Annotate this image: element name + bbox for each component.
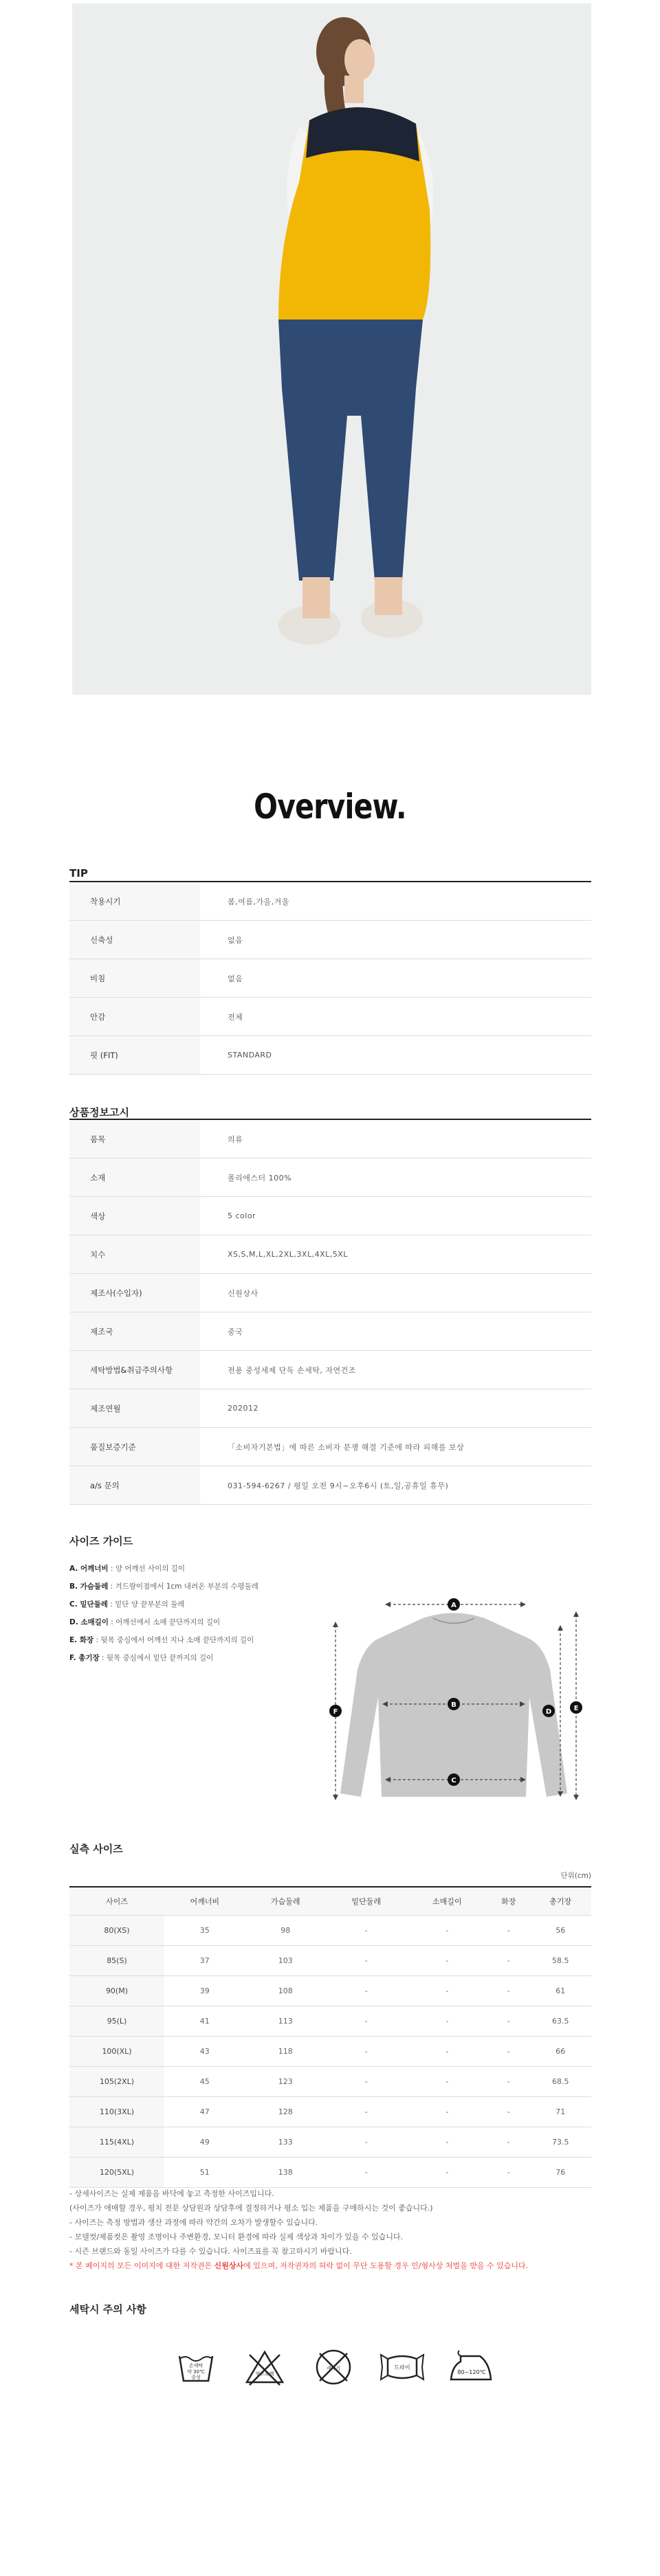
size-cell: 115(4XL) [69, 2127, 164, 2158]
size-cell: 120(5XL) [69, 2158, 164, 2188]
size-cell: 71 [530, 2097, 592, 2127]
tip-table [69, 882, 591, 1075]
size-cell: 51 [164, 2158, 245, 2188]
size-cell: 85(S) [69, 1946, 164, 1976]
info-key: 핏 (FIT) [69, 1036, 200, 1075]
size-guide-label: A. 어깨너비 [69, 1565, 109, 1573]
info-value: 031-594-6267 / 평일 오전 9시~오후6시 (토,일,공휴일 휴무) [200, 1466, 591, 1505]
size-cell: - [407, 2097, 488, 2127]
table-row [69, 1916, 591, 1946]
size-cell: 108 [245, 1976, 326, 2006]
info-row [69, 882, 591, 921]
washing-title: 세탁시 주의 사항 [69, 2303, 146, 2316]
size-guide-title: 사이즈 가이드 [69, 1535, 133, 1547]
iron-low-icon [447, 2343, 495, 2391]
info-row [69, 1158, 591, 1197]
size-cell: 95(L) [69, 2006, 164, 2037]
size-cell: 133 [245, 2127, 326, 2158]
size-guide-item [69, 1560, 358, 1578]
size-guide-item [69, 1649, 358, 1667]
size-cell: 68.5 [530, 2067, 592, 2097]
info-row [69, 1036, 591, 1075]
size-cell: - [326, 1976, 407, 2006]
info-row [69, 1312, 591, 1351]
size-cell: 110(3XL) [69, 2097, 164, 2127]
washing-icons [172, 2343, 495, 2391]
size-cell: - [407, 2006, 488, 2037]
info-value: 봄,여름,가을,겨울 [200, 882, 591, 921]
info-value: 5 color [200, 1197, 591, 1235]
table-row [69, 1976, 591, 2006]
size-cell: - [487, 2037, 529, 2067]
info-row [69, 1466, 591, 1505]
table-row [69, 2037, 591, 2067]
size-cell: 123 [245, 2067, 326, 2097]
info-row [69, 1428, 591, 1466]
size-cell: - [487, 2158, 529, 2188]
info-value: 전체 [200, 998, 591, 1036]
size-cell: - [326, 2158, 407, 2188]
table-row [69, 2127, 591, 2158]
diagram-marker-label: A [451, 1602, 456, 1609]
note-line: - 상세사이즈는 실제 제품을 바닥에 놓고 측정한 사이즈입니다. [69, 2189, 274, 2198]
info-key: 색상 [69, 1197, 200, 1235]
size-cell: - [487, 2006, 529, 2037]
size-guide-item [69, 1631, 358, 1649]
size-cell: - [326, 1916, 407, 1946]
size-cell: - [487, 1916, 529, 1946]
size-cell: - [487, 2097, 529, 2127]
size-cell: - [407, 2037, 488, 2067]
size-cell: - [487, 1976, 529, 2006]
info-key: 제조사(수입자) [69, 1274, 200, 1312]
size-table [69, 1886, 591, 2188]
size-cell: 80(XS) [69, 1916, 164, 1946]
warning-company: 신원상사 [214, 2261, 244, 2270]
size-guide-item [69, 1595, 358, 1613]
product-photo [72, 3, 591, 695]
copyright-warning [69, 2259, 606, 2273]
size-cell: - [407, 2158, 488, 2188]
no-tumble-dry-icon [309, 2343, 358, 2391]
size-cell: 118 [245, 2037, 326, 2067]
info-key: 품목 [69, 1120, 200, 1158]
size-cell: - [407, 1946, 488, 1976]
size-notes [69, 2186, 606, 2273]
info-key: 안감 [69, 998, 200, 1036]
size-cell: 138 [245, 2158, 326, 2188]
info-row [69, 1235, 591, 1274]
size-cell: - [326, 2037, 407, 2067]
warning-suffix: 에 있으며, 저작권자의 허락 없이 무단 도용할 경우 민/형사상 처벌을 받을 수 있습니다. [243, 2261, 529, 2270]
size-cell: - [487, 1946, 529, 1976]
info-row [69, 1120, 591, 1158]
size-guide-label: F. 총기장 [69, 1654, 100, 1662]
size-guide-list [69, 1560, 358, 1667]
product-notice-title: 상품정보고시 [69, 1106, 129, 1119]
diagram-marker-label: B [451, 1701, 456, 1709]
size-cell: 49 [164, 2127, 245, 2158]
info-row [69, 998, 591, 1036]
size-cell: - [326, 2067, 407, 2097]
info-key: 세탁방법&취급주의사항 [69, 1351, 200, 1389]
note-line: - 사이즈는 측정 방법과 생산 과정에 따라 약간의 오차가 발생할수 있습니다. [69, 2218, 318, 2227]
diagram-marker-label: D [545, 1708, 552, 1716]
size-guide-item [69, 1613, 358, 1631]
svg-text:손세탁: 손세탁 [188, 2363, 204, 2368]
size-cell: 37 [164, 1946, 245, 1976]
size-cell: 98 [245, 1916, 326, 1946]
overview-title: Overview. [254, 787, 406, 827]
size-guide-desc: : 겨드랑이점에서 1cm 내려온 부분의 수평둘레 [108, 1582, 258, 1591]
size-cell: - [326, 2006, 407, 2037]
size-cell: 39 [164, 1976, 245, 2006]
info-key: 소재 [69, 1158, 200, 1197]
svg-text:80~120℃: 80~120℃ [457, 2369, 486, 2375]
table-row [69, 2006, 591, 2037]
info-value: 폴리에스터 100% [200, 1158, 591, 1197]
info-key: 신축성 [69, 921, 200, 959]
info-value: 중국 [200, 1312, 591, 1351]
no-bleach-icon [241, 2343, 289, 2391]
info-key: 치수 [69, 1235, 200, 1274]
diagram-marker-label: F [333, 1708, 338, 1716]
info-value: 「소비자기본법」에 따른 소비자 분쟁 해결 기준에 따라 피해를 보상 [200, 1428, 591, 1466]
size-cell: 76 [530, 2158, 592, 2188]
info-row [69, 921, 591, 959]
tip-section-title: TIP [69, 867, 88, 880]
warning-prefix: * 본 페이지의 모든 이미지에 대한 저작권은 [69, 2261, 214, 2270]
size-guide-desc: : 양 어깨선 사이의 길이 [108, 1565, 186, 1573]
diagram-marker-label: E [573, 1705, 579, 1712]
size-guide-desc: : 밑단 양 끝부분의 둘레 [107, 1600, 185, 1609]
size-cell: 58.5 [530, 1946, 592, 1976]
size-cell: 105(2XL) [69, 2067, 164, 2097]
size-cell: 90(M) [69, 1976, 164, 2006]
info-value: XS,S,M,L,XL,2XL,3XL,4XL,5XL [200, 1235, 591, 1274]
svg-text:중성: 중성 [191, 2375, 201, 2380]
size-cell: - [407, 1976, 488, 2006]
size-column-header: 어깨너비 [164, 1887, 245, 1916]
svg-text:세탁기: 세탁기 [326, 2366, 341, 2371]
unit-label: 단위(cm) [560, 1872, 591, 1880]
size-cell: - [326, 1946, 407, 1976]
size-column-header: 사이즈 [69, 1887, 164, 1916]
size-cell: 73.5 [530, 2127, 592, 2158]
size-guide-label: D. 소매길이 [69, 1618, 109, 1626]
note-line: - 모델컷/제품컷은 촬영 조명이나 주변환경, 모니터 환경에 따라 실제 색상과 차이가 있을 수 있습니다. [69, 2232, 404, 2241]
hand-wash-30-icon [172, 2343, 220, 2391]
svg-text:약 30℃: 약 30℃ [187, 2369, 205, 2375]
table-row [69, 2097, 591, 2127]
size-cell: 66 [530, 2037, 592, 2067]
size-cell: - [407, 2127, 488, 2158]
info-value: 의류 [200, 1120, 591, 1158]
size-cell: 113 [245, 2006, 326, 2037]
info-row [69, 1274, 591, 1312]
size-cell: 128 [245, 2097, 326, 2127]
diagram-marker-label: C [451, 1777, 456, 1784]
size-guide-desc: : 뒷목 중심에서 밑단 끝까지의 길이 [99, 1654, 214, 1662]
size-cell: - [487, 2127, 529, 2158]
info-key: 착용시기 [69, 882, 200, 921]
info-row [69, 1389, 591, 1428]
table-row [69, 1946, 591, 1976]
info-key: 제조연월 [69, 1389, 200, 1428]
note-line: (사이즈가 애매할 경우, 평치 전문 상담원과 상담후에 결정하거나 평소 입는 제품을 구매하시는 것이 좋습니다.) [69, 2204, 433, 2213]
info-key: 제조국 [69, 1312, 200, 1351]
info-key: 품질보증기준 [69, 1428, 200, 1466]
table-row [69, 2067, 591, 2097]
size-guide-label: C. 밑단둘레 [69, 1600, 108, 1609]
size-cell: 41 [164, 2006, 245, 2037]
table-row [69, 2158, 591, 2188]
info-key: 비침 [69, 959, 200, 998]
info-row [69, 1351, 591, 1389]
info-value: 신원상사 [200, 1274, 591, 1312]
size-guide-item [69, 1578, 358, 1595]
size-guide-label: E. 화장 [69, 1636, 94, 1644]
size-column-header: 소매길이 [407, 1887, 488, 1916]
svg-text:드라이: 드라이 [394, 2364, 410, 2371]
size-cell: 47 [164, 2097, 245, 2127]
size-cell: - [487, 2067, 529, 2097]
info-value: 202012 [200, 1389, 591, 1428]
note-line: - 시즌 브랜드와 동일 사이즈가 다를 수 있습니다. 사이즈표를 꼭 참고하시기 바랍니다. [69, 2247, 352, 2256]
size-guide-label: B. 가슴둘레 [69, 1582, 109, 1591]
size-cell: - [407, 2067, 488, 2097]
size-cell: 103 [245, 1946, 326, 1976]
size-column-header: 화장 [487, 1887, 529, 1916]
info-row [69, 959, 591, 998]
size-guide-desc: : 뒷목 중심에서 어깨선 지나 소매 끝단까지의 길이 [94, 1636, 254, 1644]
product-notice-table [69, 1120, 591, 1505]
info-value: 없음 [200, 921, 591, 959]
size-table-header [69, 1887, 591, 1916]
info-key: a/s 문의 [69, 1466, 200, 1505]
size-cell: - [326, 2127, 407, 2158]
info-value: 없음 [200, 959, 591, 998]
size-cell: 100(XL) [69, 2037, 164, 2067]
size-cell: 43 [164, 2037, 245, 2067]
size-column-header: 가슴둘레 [245, 1887, 326, 1916]
size-column-header: 총기장 [530, 1887, 592, 1916]
size-cell: 56 [530, 1916, 592, 1946]
size-cell: 61 [530, 1976, 592, 2006]
size-column-header: 밑단둘레 [326, 1887, 407, 1916]
size-cell: 35 [164, 1916, 245, 1946]
size-diagram [323, 1587, 584, 1817]
size-cell: - [407, 1916, 488, 1946]
info-row [69, 1197, 591, 1235]
dry-clean-icon [378, 2343, 426, 2391]
actual-size-title: 실측 사이즈 [69, 1843, 123, 1855]
size-cell: - [326, 2097, 407, 2127]
size-guide-desc: : 어깨선에서 소매 끝단까지의 길이 [108, 1618, 221, 1626]
size-cell: 63.5 [530, 2006, 592, 2037]
svg-text:염소표백: 염소표백 [255, 2371, 274, 2377]
info-value: STANDARD [200, 1036, 591, 1075]
info-value: 전용 중성세제 단독 손세탁, 자연건조 [200, 1351, 591, 1389]
size-cell: 45 [164, 2067, 245, 2097]
